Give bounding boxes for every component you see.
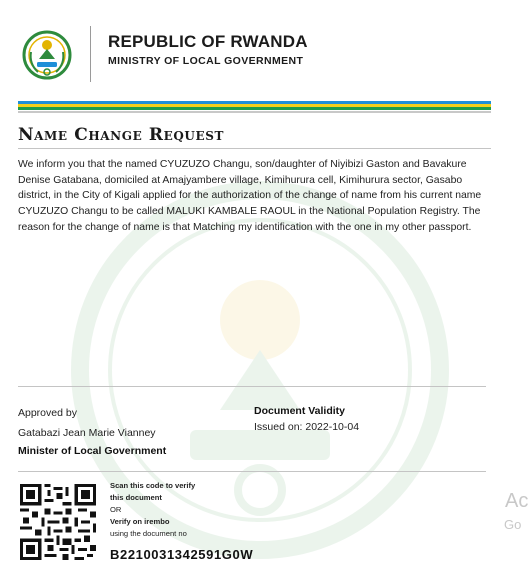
verify-line-or: OR — [110, 505, 122, 514]
document-title: Name Change Request — [18, 125, 224, 145]
approver-name: Gatabazi Jean Marie Vianney — [18, 427, 156, 439]
document-validity-label: Document Validity — [254, 405, 346, 417]
flag-stripe — [18, 101, 491, 113]
verify-line-scan: Scan this code to verify — [110, 481, 196, 490]
edge-text-top: Ac — [505, 490, 528, 512]
verify-line-document: this document — [110, 493, 162, 502]
qr-code-icon[interactable] — [20, 484, 96, 560]
verify-line-irembo: Verify on irembo — [110, 517, 170, 526]
document-number: B2210031342591G0W — [110, 547, 254, 562]
flag-stripe-gray — [18, 111, 491, 113]
republic-title: REPUBLIC OF RWANDA — [108, 32, 308, 51]
rwanda-coat-of-arms-icon — [22, 28, 72, 82]
edge-text-bottom: Go — [504, 517, 522, 532]
ministry-name: MINISTRY OF LOCAL GOVERNMENT — [108, 55, 304, 67]
title-underline — [18, 148, 491, 149]
approved-by-label: Approved by — [18, 407, 77, 419]
footer-divider — [18, 471, 486, 472]
issued-date: Issued on: 2022-10-04 — [254, 421, 360, 433]
section-divider — [18, 386, 486, 387]
verify-instructions — [110, 480, 220, 540]
flag-stripe-green — [18, 107, 491, 110]
letterhead — [18, 24, 498, 84]
approver-title: Minister of Local Government — [18, 445, 167, 457]
header-divider — [90, 26, 91, 82]
verify-line-using: using the document no — [110, 529, 187, 538]
request-body: We inform you that the named CYUZUZO Changu, son/daughter of Niyibizi Gaston and Bavakure Denise Gatabana, domiciled at Amajyambere village, Kimihurura cell, Kimihurura sector, Gasabo district, in the City of Kigali applied for the authorization of the change of name from his current name CYUZUZO Changu to be called MALUKI KAMBALE RAOUL in the National Population Registry. The reason for the change of name is that Matching my identification with the one in my other passport. — [18, 159, 482, 233]
